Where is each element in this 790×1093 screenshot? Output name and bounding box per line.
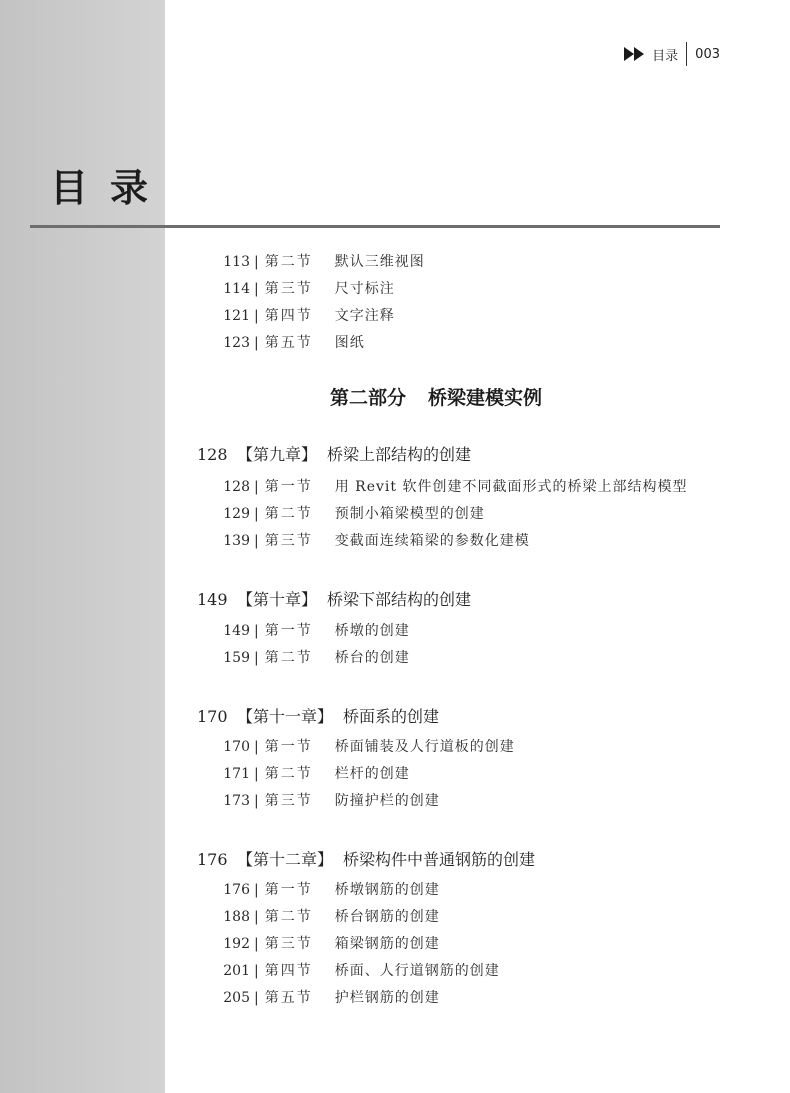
section-separator: | — [254, 793, 259, 809]
section-separator: | — [254, 882, 259, 898]
toc-section-row[interactable] — [222, 278, 395, 300]
section-label: 第三节 — [264, 281, 313, 297]
section-label: 第三节 — [264, 936, 313, 952]
section-label: 第一节 — [264, 882, 313, 898]
section-title: 桥台的创建 — [334, 650, 410, 666]
section-page: 121 — [223, 308, 250, 324]
toc-section-row[interactable] — [222, 960, 500, 982]
section-label: 第四节 — [264, 308, 313, 324]
toc-chapter-row[interactable] — [197, 588, 471, 612]
toc-section-row[interactable] — [222, 503, 485, 525]
section-title: 箱梁钢筋的创建 — [334, 936, 440, 952]
toc-section-row[interactable] — [222, 620, 410, 642]
section-title: 栏杆的创建 — [334, 766, 410, 782]
section-page: 129 — [223, 506, 250, 522]
running-header — [624, 41, 720, 67]
chapter-label: 【第九章】 — [237, 445, 318, 464]
double-arrow-icon — [624, 47, 646, 61]
section-page: 114 — [223, 281, 250, 297]
section-separator: | — [254, 479, 259, 495]
section-page: 128 — [223, 479, 250, 495]
section-page: 159 — [223, 650, 250, 666]
section-label: 第二节 — [264, 766, 313, 782]
section-page: 149 — [223, 623, 250, 639]
section-separator: | — [254, 766, 259, 782]
section-title: 图纸 — [334, 335, 365, 351]
running-header-label: 目录 — [652, 48, 679, 64]
section-separator: | — [254, 963, 259, 979]
toc-section-row[interactable] — [222, 251, 425, 273]
toc-section-row[interactable] — [222, 736, 515, 758]
section-title: 桥面、人行道钢筋的创建 — [334, 963, 500, 979]
header-divider — [686, 42, 687, 66]
section-page: 205 — [223, 990, 250, 1006]
section-title: 变截面连续箱梁的参数化建模 — [334, 533, 530, 549]
toc-section-row[interactable] — [222, 476, 687, 498]
chapter-page: 170 — [197, 707, 228, 726]
section-label: 第一节 — [264, 739, 313, 755]
section-separator: | — [254, 936, 259, 952]
section-label: 第二节 — [264, 650, 313, 666]
toc-section-row[interactable] — [222, 879, 440, 901]
toc-section-row[interactable] — [222, 647, 410, 669]
section-label: 第二节 — [264, 254, 313, 270]
chapter-label: 【第十一章】 — [237, 707, 334, 726]
chapter-page: 176 — [197, 850, 228, 869]
section-title: 预制小箱梁模型的创建 — [334, 506, 485, 522]
section-title: 尺寸标注 — [334, 281, 395, 297]
section-separator: | — [254, 254, 259, 270]
section-title: 用 Revit 软件创建不同截面形式的桥梁上部结构模型 — [334, 479, 688, 495]
part-heading — [330, 383, 542, 410]
title-rule — [30, 225, 720, 228]
toc-chapter-row[interactable] — [197, 443, 471, 467]
chapter-title: 桥梁上部结构的创建 — [327, 445, 472, 464]
chapter-title: 桥梁下部结构的创建 — [327, 590, 472, 609]
section-title: 桥面铺装及人行道板的创建 — [334, 739, 515, 755]
section-label: 第三节 — [264, 533, 313, 549]
section-title: 默认三维视图 — [334, 254, 425, 270]
toc-chapter-row[interactable] — [197, 705, 439, 729]
section-separator: | — [254, 281, 259, 297]
section-page: 139 — [223, 533, 250, 549]
toc-section-row[interactable] — [222, 906, 440, 928]
section-title: 桥台钢筋的创建 — [334, 909, 440, 925]
section-label: 第三节 — [264, 793, 313, 809]
page-number: 003 — [695, 46, 720, 62]
toc-section-row[interactable] — [222, 305, 395, 327]
section-label: 第五节 — [264, 990, 313, 1006]
chapter-title: 桥梁构件中普通钢筋的创建 — [343, 850, 536, 869]
section-page: 170 — [223, 739, 250, 755]
section-page: 113 — [223, 254, 250, 270]
part-label: 第二部分 — [330, 387, 407, 409]
section-label: 第一节 — [264, 623, 313, 639]
section-separator: | — [254, 650, 259, 666]
section-page: 192 — [223, 936, 250, 952]
section-label: 第一节 — [264, 479, 313, 495]
section-page: 171 — [223, 766, 250, 782]
section-separator: | — [254, 623, 259, 639]
section-page: 173 — [223, 793, 250, 809]
section-label: 第二节 — [264, 506, 313, 522]
toc-chapter-row[interactable] — [197, 848, 535, 872]
section-title: 防撞护栏的创建 — [334, 793, 440, 809]
section-page: 123 — [223, 335, 250, 351]
chapter-page: 149 — [197, 590, 228, 609]
section-separator: | — [254, 308, 259, 324]
section-title: 文字注释 — [334, 308, 395, 324]
section-title: 桥墩的创建 — [334, 623, 410, 639]
page-title: 目录 — [50, 166, 171, 210]
chapter-label: 【第十二章】 — [237, 850, 334, 869]
section-label: 第二节 — [264, 909, 313, 925]
toc-section-row[interactable] — [222, 933, 440, 955]
section-separator: | — [254, 533, 259, 549]
toc-section-row[interactable] — [222, 987, 440, 1009]
section-title: 护栏钢筋的创建 — [334, 990, 440, 1006]
chapter-page: 128 — [197, 445, 228, 464]
section-label: 第四节 — [264, 963, 313, 979]
section-separator: | — [254, 739, 259, 755]
toc-section-row[interactable] — [222, 790, 440, 812]
toc-section-row[interactable] — [222, 763, 410, 785]
section-label: 第五节 — [264, 335, 313, 351]
section-separator: | — [254, 909, 259, 925]
chapter-title: 桥面系的创建 — [343, 707, 440, 726]
toc-section-row[interactable] — [222, 530, 530, 552]
chapter-label: 【第十章】 — [237, 590, 318, 609]
section-separator: | — [254, 990, 259, 1006]
part-title: 桥梁建模实例 — [428, 387, 543, 409]
section-separator: | — [254, 506, 259, 522]
section-page: 176 — [223, 882, 250, 898]
section-title: 桥墩钢筋的创建 — [334, 882, 440, 898]
section-page: 188 — [223, 909, 250, 925]
toc-section-row[interactable] — [222, 332, 365, 354]
section-separator: | — [254, 335, 259, 351]
section-page: 201 — [223, 963, 250, 979]
